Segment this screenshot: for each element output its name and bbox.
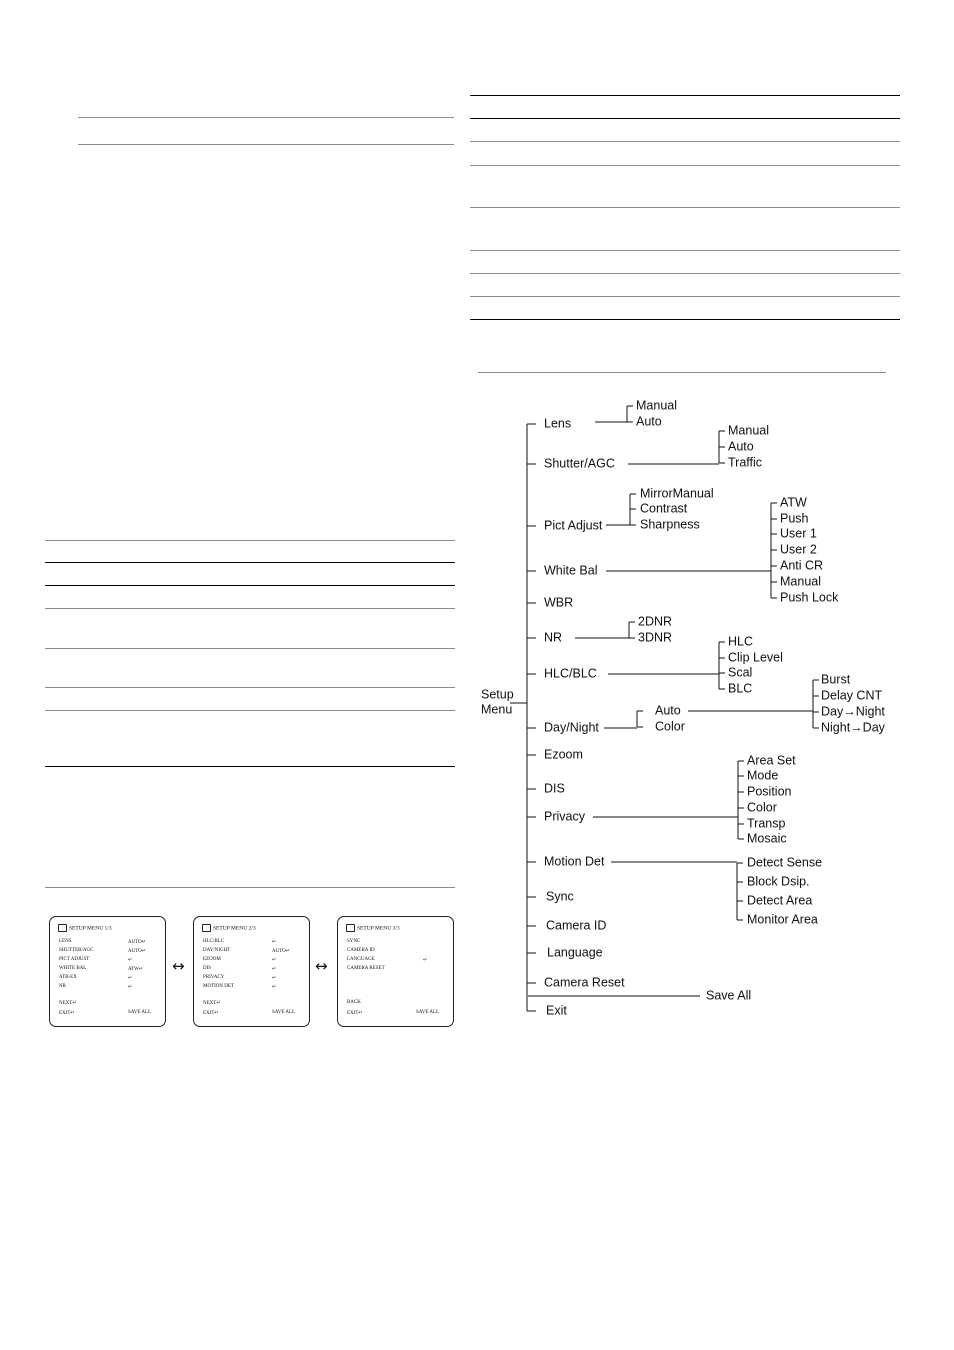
osd-row-value: ATW↵ [128,966,144,972]
nav-arrow-1: ↔ [172,957,185,975]
osd-row-label: CAMERA RESET [347,965,385,971]
tree-branch-camera-reset: Camera Reset [544,975,625,990]
osd-title-text: SETUP MENU 1/3 [69,925,112,932]
tree-leaf: Mosaic [747,831,787,846]
osd-row-label: DAY/NIGHT [203,947,231,953]
tree-leaf: Contrast [640,501,688,516]
osd-save-all: SAVE ALL [128,1009,152,1015]
osd-row-value: ↵ [272,984,277,990]
tree-leaf: Auto [728,439,754,454]
tree-leaf: Color [747,800,777,815]
osd-footer-item: EXIT↵ [203,1010,219,1016]
tree-sub-leaf: Day→Night [821,704,885,719]
tree-sub-leaf: Burst [821,672,851,687]
tree-leaf: Color [655,719,685,734]
osd-row-value: ↵ [128,975,133,981]
osd-row-label: LENS [59,939,72,944]
osd-row-label: PRIVACY [203,974,225,980]
osd-row-label: LANGUAGE [347,956,375,962]
tree-leaf: Save All [706,988,752,1003]
osd-row-label: WHITE BAL [59,965,87,971]
osd-footer-item: BACK [347,1000,361,1005]
tree-leaf: Manual [728,423,769,438]
tree-leaf: Traffic [728,455,763,470]
osd-row-label: CAMERA ID [347,947,375,953]
osd-footer-item: EXIT↵ [347,1010,363,1016]
tree-branch-hlc-blc: HLC/BLC [544,666,597,681]
tree-leaf: Block Dsip. [747,874,810,889]
osd-row-value: ↵ [272,957,277,963]
tree-sub-leaf: Delay CNT [821,688,883,703]
tree-branch-motion-det: Motion Det [544,854,605,869]
tree-leaf: Push [780,511,809,526]
osd-row-value: AUTO↵ [128,948,146,954]
tree-branch-wbr: WBR [544,595,574,610]
osd-row-value: ↵ [423,957,428,963]
tree-leaf: MirrorManual [640,486,714,501]
tree-branch-camera-id: Camera ID [546,918,607,933]
tree-leaf: Auto [655,703,681,718]
tree-sub-leaf: Night→Day [821,720,885,735]
osd-row-value: AUTO↵ [272,948,290,954]
nav-arrow-2: ↔ [315,957,328,975]
tree-branch-pict-adjust: Pict Adjust [544,518,603,533]
osd-footer-item: NEXT↵ [59,1001,77,1006]
osd-row-value: AUTO↵ [128,940,146,945]
tree-leaf: Area Set [747,753,796,768]
tree-leaf: Transp [747,816,786,831]
osd-row-value: ↵ [272,940,277,945]
tree-leaf: Anti CR [780,558,824,573]
tree-leaf: User 1 [780,526,817,541]
osd-row-label: HLC/BLC [203,939,225,944]
tree-leaf: User 2 [780,542,817,557]
tree-leaf: Manual [780,574,821,589]
tree-leaf: Manual [636,398,677,413]
osd-footer-item: NEXT↵ [203,1001,221,1006]
osd-row-label: EZOOM [203,956,221,962]
tree-leaf: BLC [728,681,753,696]
tree-branch-language: Language [547,945,603,960]
tree-leaf: HLC [728,634,754,649]
tree-branch-white-bal: White Bal [544,563,598,578]
tree-leaf: Sharpness [640,517,700,532]
osd-row-label: NR [59,983,66,989]
osd-row-label: ATR-EX [59,974,77,980]
tree-leaf: Position [747,784,792,799]
osd-row-label: MOTION DET [203,983,234,989]
osd-row-label: PICT ADJUST [59,956,90,962]
osd-row-label: DIS [203,965,212,971]
tree-leaf: 2DNR [638,614,673,629]
tree-leaf: Detect Area [747,893,813,908]
tree-leaf: Clip Level [728,650,783,665]
tree-leaf: Monitor Area [747,912,818,927]
osd-footer-item: EXIT↵ [59,1010,75,1016]
osd-save-all: SAVE ALL [416,1009,440,1015]
tree-root-label: Menu [481,702,513,717]
tree-leaf: Mode [747,768,779,783]
tree-leaf: Auto [636,414,662,429]
osd-row-label: SHUTTER/AGC [59,947,94,953]
tree-leaf: 3DNR [638,630,673,645]
tree-branch-shutter-agc: Shutter/AGC [544,456,615,471]
tree-leaf: ATW [780,495,807,510]
osd-save-all: SAVE ALL [272,1009,296,1015]
tree-branch-privacy: Privacy [544,809,585,824]
tree-branch-dis: DIS [544,781,565,796]
tree-root-label: Setup [481,687,514,702]
tree-leaf: Scal [728,665,753,680]
tree-branch-lens: Lens [544,416,572,431]
osd-row-value: ↵ [128,957,133,963]
osd-title-text: SETUP MENU 3/3 [357,925,400,932]
tree-branch-nr: NR [544,630,563,645]
osd-row-label: SYNC [347,939,361,944]
osd-row-value: ↵ [272,975,277,981]
tree-branch-exit: Exit [546,1003,567,1018]
osd-row-value: ↵ [272,966,277,972]
osd-row-value: ↵ [128,984,133,990]
tree-branch-day-night: Day/Night [544,720,599,735]
tree-branch-ezoom: Ezoom [544,747,583,762]
tree-leaf: Push Lock [780,590,839,605]
osd-title-text: SETUP MENU 2/3 [213,925,256,932]
tree-leaf: Detect Sense [747,855,823,870]
tree-branch-sync: Sync [546,889,574,904]
